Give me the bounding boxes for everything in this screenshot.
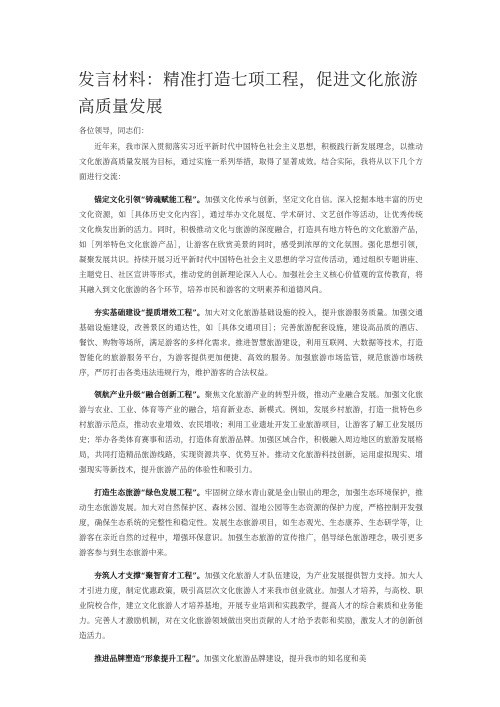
section-paragraph: [79, 305, 423, 380]
section-lead: 夯筑人才支撑“聚智育才工程”。: [94, 570, 205, 580]
section-text: 加强文化传承与创新，坚定文化自信。深入挖掘本地丰富的历史文化资源，如［具体历史文化内容］，通过举办文化展览、学术研讨、文艺创作等活动，让优秀传统文化焕发出新的活力。同时，积极推动文化与旅游的深度融合，打造具有地方特色的文化旅游产品，如［列举特色文化旅游产品］，让游客在欣赏美景的同时，感受到浓厚的文化氛围。强化思想引领，凝聚发展共识。持续开展习近平新时代中国特色社会主义思想的学习宣传活动，通过组织专题讲座、主题党日、社区宣讲等形式，推动党的创新理论深入人心。加强社会主义核心价值观的宣传教育，将其融入到文化旅游的各个环节，培养市民和游客的文明素养和道德风尚。: [79, 194, 424, 294]
section-text: 加强文化旅游人才队伍建设，为产业发展提供智力支持。加大人才引进力度，制定优惠政策，吸引高层次文化旅游人才来我市创业就业。加强人才培养，与高校、职业院校合作，建立文化旅游人才培养基地，开展专业培训和实践教学，提高人才的综合素质和业务能力。完善人才激励机制，对在文化旅游领域做出突出贡献的人才给予表彰和奖励，激发人才的创新创造活力。: [79, 570, 424, 640]
section-paragraph: [79, 192, 423, 297]
section-lead: 锚定文化引领“铸魂赋能工程”。: [94, 194, 205, 204]
section-text: 牢固树立绿水青山就是金山银山的理念，加强生态环境保护，推动生态旅游发展。加大对自然保护区、森林公园、湿地公园等生态资源的保护力度，严格控制开发强度，确保生态系统的完整性和稳定性。发展生态旅游项目，如生态观光、生态康养、生态研学等，让游客在亲近自然的过程中，增强环保意识。加强生态旅游的宣传推广，倡导绿色旅游理念，吸引更多游客参与到生态旅游中来。: [79, 488, 424, 558]
document-title: 发言材料：精准打造七项工程，促进文化旅游高质量发展: [78, 70, 418, 116]
section-text: 加强文化旅游品牌建设，提升我市的知名度和美: [203, 653, 367, 663]
greeting: 各位领导，同志们：: [79, 126, 149, 135]
section-lead: 领航产业升级“融合创新工程”。: [94, 390, 205, 400]
intro-paragraph: 近年来，我市深入贯彻落实习近平新时代中国特色社会主义思想，积极践行新发展理念，以推动文化旅游高质量发展为目标，通过实施一系列举措，取得了显著成效。结合实际，我将从以下几个方面进行交流：: [79, 142, 423, 181]
section-text: 聚焦文化旅游产业的转型升级，推动产业融合发展。加强文化旅游与农业、工业、体育等产业的融合，培育新业态、新模式。例如，发展乡村旅游，打造一批特色乡村旅游示范点，推动农业增效、农民增收；利用工业遗址开发工业旅游项目，让游客了解工业发展历史；举办各类体育赛事和活动，打造体育旅游品牌。加强区域合作，积极融入周边地区的旅游发展格局，共同打造精品旅游线路，实现资源共享、优势互补。推动文化旅游科技创新，运用虚拟现实、增强现实等新技术，提升旅游产品的体验性和吸引力。: [79, 390, 424, 475]
section-lead: 夯实基础建设“提质增效工程”。: [94, 307, 205, 317]
section-text: 加大对文化旅游基础设施的投入，提升旅游服务质量。加强交通基础设施建设，改善景区的通达性，如［具体交通项目］；完善旅游配套设施，建设高品质的酒店、餐饮、购物等场所，满足游客的多样化需求。推进智慧旅游建设，利用互联网、大数据等技术，打造智能化的旅游服务平台，为游客提供更加便捷、高效的服务。加强旅游市场监管，规范旅游市场秩序，严厉打击各类违法违规行为，维护游客的合法权益。: [79, 307, 424, 377]
section-lead: 推进品牌塑造“形象提升工程”。: [94, 653, 204, 663]
section-lead: 打造生态旅游“绿色发展工程”。: [94, 488, 205, 498]
document-body: [79, 123, 423, 674]
section-paragraph: [79, 485, 423, 560]
section-paragraph: [79, 651, 423, 666]
section-paragraph: [79, 387, 423, 477]
section-paragraph: [79, 568, 423, 643]
